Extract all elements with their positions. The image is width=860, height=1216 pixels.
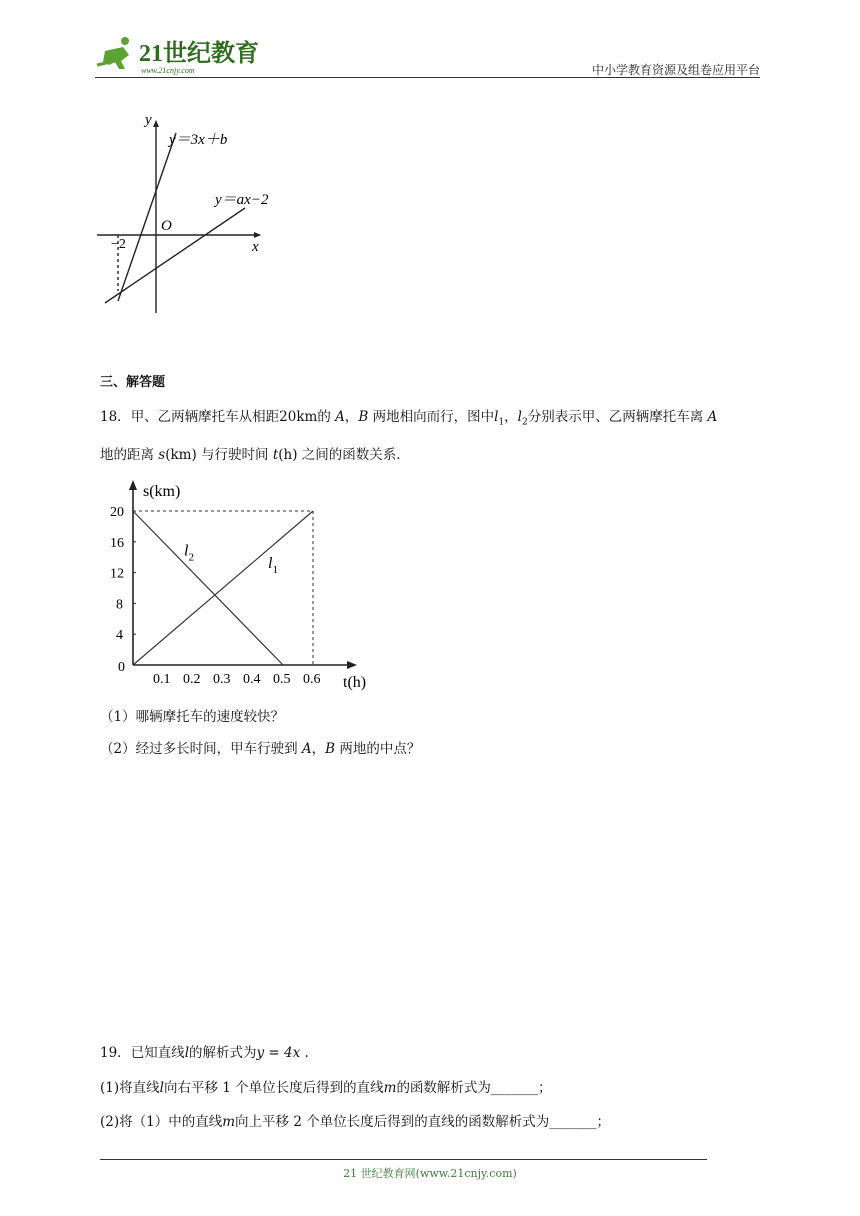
q19-sub1-text: (1)将直线 [100,1080,160,1096]
footer-divider [100,1159,707,1160]
series-label-l2: $l_2$ [184,542,194,564]
q18-text: 两地相向而行，图中 [368,409,495,425]
q18-text: 地的距离 [100,447,159,463]
distance-time-chart [100,478,370,693]
q18-number: 18． [100,409,131,425]
t-symbol: t [272,447,279,463]
series-l1 [133,511,313,665]
comma: ， [311,741,326,757]
line1-label: y＝3x＋b [169,132,228,148]
m-symbol: m [222,1114,236,1130]
q19-sub1-text: 向右平移 1 个单位长度后得到的直线 [163,1080,384,1096]
q19-sub2-text: (2)将（1）中的直线 [100,1114,223,1130]
y-axis-label: y [145,112,152,128]
separator: ， [504,409,518,425]
q18-line2 [100,443,401,463]
x-tick-label: 0.1 [153,672,171,687]
q18-text: (h) 之间的函数关系. [278,447,401,463]
q18-sub2 [100,737,420,757]
y-tick-label: 20 [110,505,124,520]
line-3x-plus-b [118,133,176,301]
y-tick-label: 4 [116,628,123,644]
point-a: A [707,409,718,425]
series-label-l2-sub: 2 [188,551,194,564]
line-ax-minus-2 [105,208,245,303]
l-symbol: l [159,1080,164,1096]
x-arrow [254,232,261,238]
l1-symbol: l [494,409,499,425]
x-axis-arrow [347,661,357,669]
x-tick-label: 0.6 [303,672,321,687]
tick-label: −2 [111,237,126,252]
site-name: 中小学教育资源及组卷应用平台 [591,63,760,77]
x-axis-label: t(h) [343,674,367,691]
header-divider [95,77,760,78]
figure-linear-functions [95,108,295,318]
logo-text: 21世纪教育 [139,41,259,67]
y-tick-label: 8 [116,597,123,613]
comma: ， [344,409,359,425]
x-tick-label: 0.3 [213,672,231,687]
q18-text: 分别表示甲、乙两辆摩托车离 [527,409,708,425]
y-tick-label: 12 [110,566,124,582]
series-label-l1: $l_1$ [268,554,278,576]
q19-text: 的解析式为 [189,1045,257,1061]
line2-label: y＝ax−2 [215,192,269,208]
y-tick-label: 16 [110,535,124,551]
y-axis-arrow [129,480,137,490]
x-tick-label: 0.5 [273,672,291,687]
s-symbol: s [158,447,166,463]
m-symbol: m [383,1080,397,1096]
logo-url: www.21cnjy.com [141,66,195,75]
y-axis-label: s(km) [143,483,181,500]
q18-sub2-text: （2）经过多长时间，甲车行驶到 [100,741,302,757]
q19-sub2 [100,1110,610,1130]
point-b: B [358,409,369,425]
q19-text: . [300,1045,309,1061]
runner-logo-icon [97,37,129,69]
q19-line1 [100,1041,309,1061]
logo [95,35,260,75]
section-title: 三、解答题 [100,375,166,390]
y-arrow [153,120,159,127]
series-l2 [133,511,283,665]
q19-text: 已知直线 [130,1045,185,1061]
q18-line1 [100,405,717,428]
point-a: A [335,409,345,425]
l-symbol: l [184,1045,190,1061]
l2-symbol: l [517,409,522,425]
l1-subscript: 1 [498,417,505,428]
point-a: A [301,741,312,757]
x-axis-label: x [252,239,259,255]
series-label-l1-sub: 1 [272,563,278,576]
point-b: B [325,741,336,757]
x-tick-label: 0.2 [183,672,201,687]
origin-label: O [161,218,172,234]
q18-text: (km) 与行驶时间 [165,447,273,463]
q19-sub2-text: 向上平移 2 个单位长度后得到的直线的函数解析式为_______； [235,1114,610,1130]
x-tick-label: 0.4 [243,672,261,687]
q18-text: 甲、乙两辆摩托车从相距20km的 [130,409,336,425]
equation: y = 4x [256,1045,301,1061]
q18-sub2-text: 两地的中点？ [335,741,421,757]
q19-sub1-text: 的函数解析式为_______； [396,1080,552,1096]
q18-sub1: （1）哪辆摩托车的速度较快？ [100,709,285,725]
q19-sub1 [100,1076,552,1096]
origin-label: 0 [118,660,125,675]
footer-text: 21 世纪教育网(www.21cnjy.com) [343,1167,517,1180]
l2-subscript: 2 [522,417,528,428]
q19-number: 19． [100,1045,131,1061]
